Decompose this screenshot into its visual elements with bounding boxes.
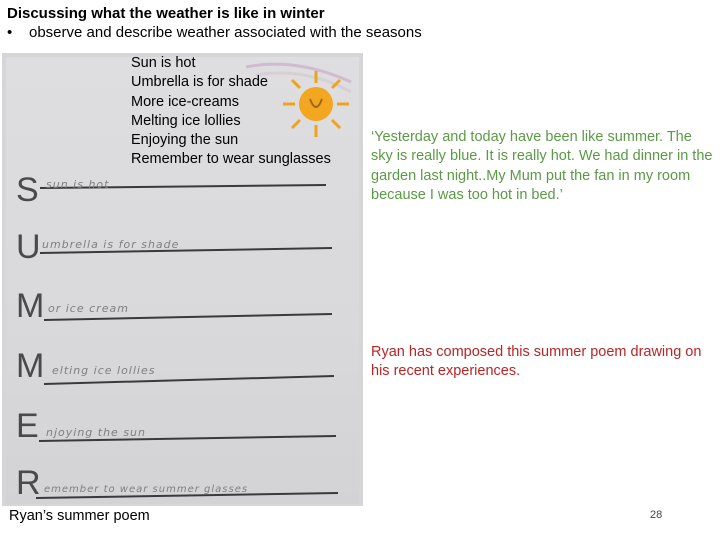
acrostic-letter: S — [16, 171, 39, 209]
acrostic-letter: U — [16, 228, 41, 266]
handwritten-line: elting ice lollies — [52, 364, 156, 377]
poem-line: Sun is hot — [131, 55, 196, 71]
poem-line: Remember to wear sunglasses — [131, 151, 331, 168]
objective-bullet-item — [7, 24, 422, 41]
bullet-marker: • — [7, 24, 13, 41]
handwritten-line: emember to wear summer glasses — [44, 484, 249, 495]
acrostic-letter: R — [16, 464, 41, 502]
handwritten-line: or ice cream — [48, 302, 129, 315]
poem-line: Enjoying the sun — [131, 132, 239, 149]
handwritten-line: njoying the sun — [46, 426, 146, 439]
acrostic-letter: M — [16, 287, 45, 325]
page-number: 28 — [650, 509, 663, 521]
acrostic-letter: E — [16, 407, 39, 445]
photo-caption: Ryan’s summer poem — [9, 508, 150, 524]
poem-line: Umbrella is for shade — [131, 74, 268, 91]
handwritten-line: sun is hot — [46, 178, 110, 191]
objective-text: observe and describe weather associated with the seasons — [29, 24, 422, 41]
slide-title: Discussing what the weather is like in winter — [7, 5, 325, 22]
typed-poem — [131, 54, 331, 170]
acrostic-letter: M — [16, 347, 45, 385]
child-quote: ‘Yesterday and today have been like summer. The sky is really blue. It is really hot. We had dinner in the garden last night..My Mum put the fan in my room because I was too hot in bed.’ — [371, 129, 713, 203]
poem-line: Melting ice lollies — [131, 112, 241, 129]
poem-line: More ice-creams — [131, 93, 239, 110]
handwritten-line: umbrella is for shade — [42, 238, 180, 251]
teacher-annotation: Ryan has composed this summer poem drawing on his recent experiences. — [371, 344, 702, 380]
